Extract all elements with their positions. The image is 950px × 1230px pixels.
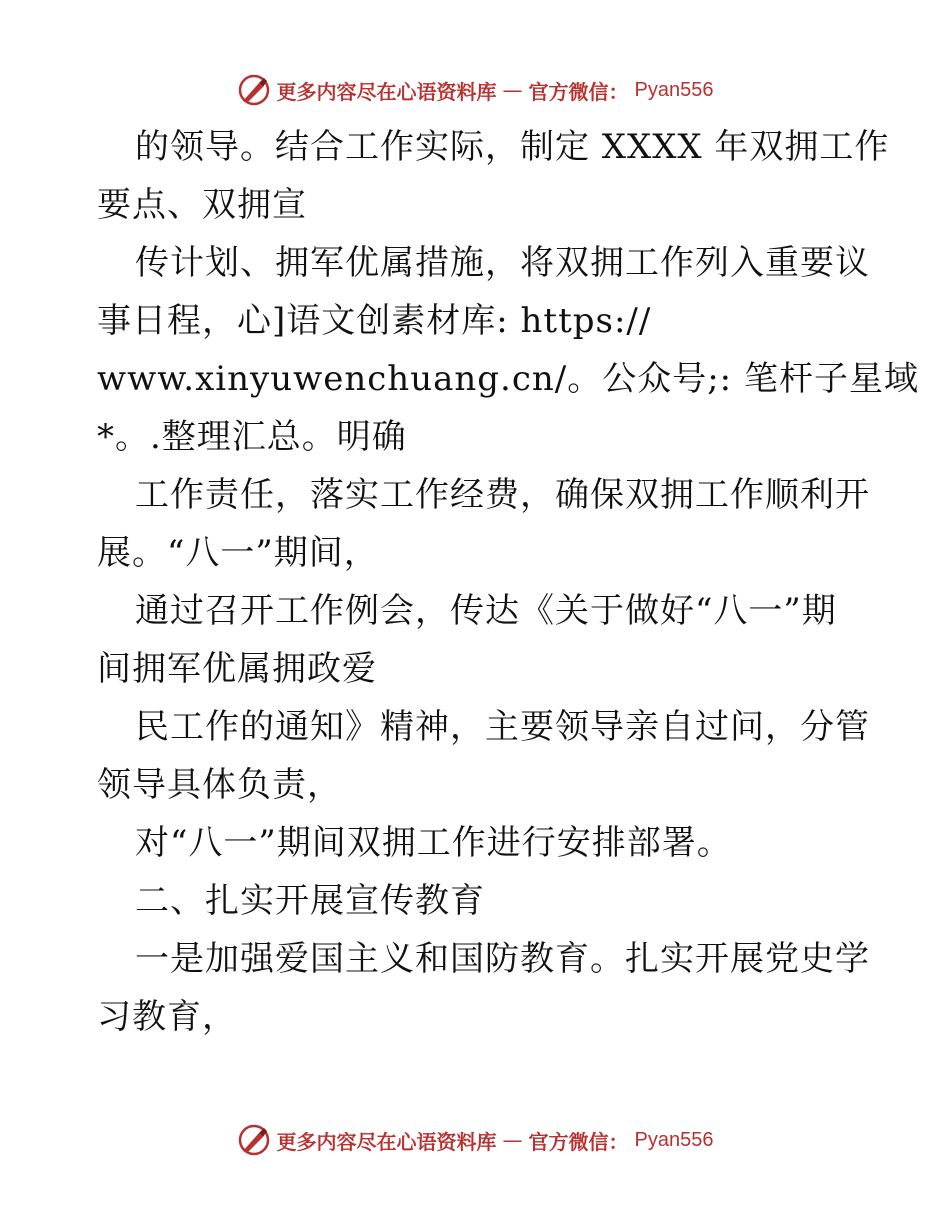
footer-contact-label: 官方微信： <box>528 1129 629 1154</box>
text-line: 工作责任，落实工作经费，确保双拥工作顺利开 <box>135 475 870 515</box>
header-dash: — <box>502 78 523 102</box>
text-line: 领导具体负责， <box>97 765 342 805</box>
header-banner <box>0 70 950 110</box>
text-line: www.xinyuwenchuang.cn/。公众号;: 笔杆子星域 <box>97 359 919 399</box>
footer-slogan: 更多内容尽在心语资料库 <box>276 1129 497 1154</box>
text-line: 对“八一”期间双拥工作进行安排部署。 <box>135 823 732 863</box>
text-line: 间拥军优属拥政爱 <box>97 649 377 689</box>
text-line: 民工作的通知》精神，主要领导亲自过问，分管 <box>135 707 870 747</box>
footer-banner <box>0 1120 950 1160</box>
pen-logo-icon <box>237 73 271 107</box>
header-wechat-id: Pyan556 <box>634 78 714 101</box>
text-line: 通过召开工作例会，传达《关于做好“八一”期 <box>135 591 837 631</box>
text-line: 要点、双拥宣 <box>97 185 307 225</box>
text-line: 习教育， <box>97 997 237 1037</box>
footer-wechat-id: Pyan556 <box>634 1128 714 1151</box>
document-body <box>97 118 919 1046</box>
footer-dash: — <box>502 1128 523 1152</box>
text-line: 一是加强爱国主义和国防教育。扎实开展党史学 <box>135 939 870 979</box>
text-line: *。.整理汇总。明确 <box>97 417 407 457</box>
text-line: 的领导。结合工作实际，制定 XXXX 年双拥工作 <box>135 127 890 167</box>
pen-logo-icon <box>237 1123 271 1157</box>
text-line: 展。“八一”期间， <box>97 533 379 573</box>
header-contact-label: 官方微信： <box>528 79 629 104</box>
header-slogan: 更多内容尽在心语资料库 <box>276 79 497 104</box>
text-line: 事日程，心]语文创素材库: https:// <box>97 301 652 341</box>
section-heading: 二、扎实开展宣传教育 <box>135 881 485 921</box>
text-line: 传计划、拥军优属措施，将双拥工作列入重要议 <box>135 243 870 283</box>
